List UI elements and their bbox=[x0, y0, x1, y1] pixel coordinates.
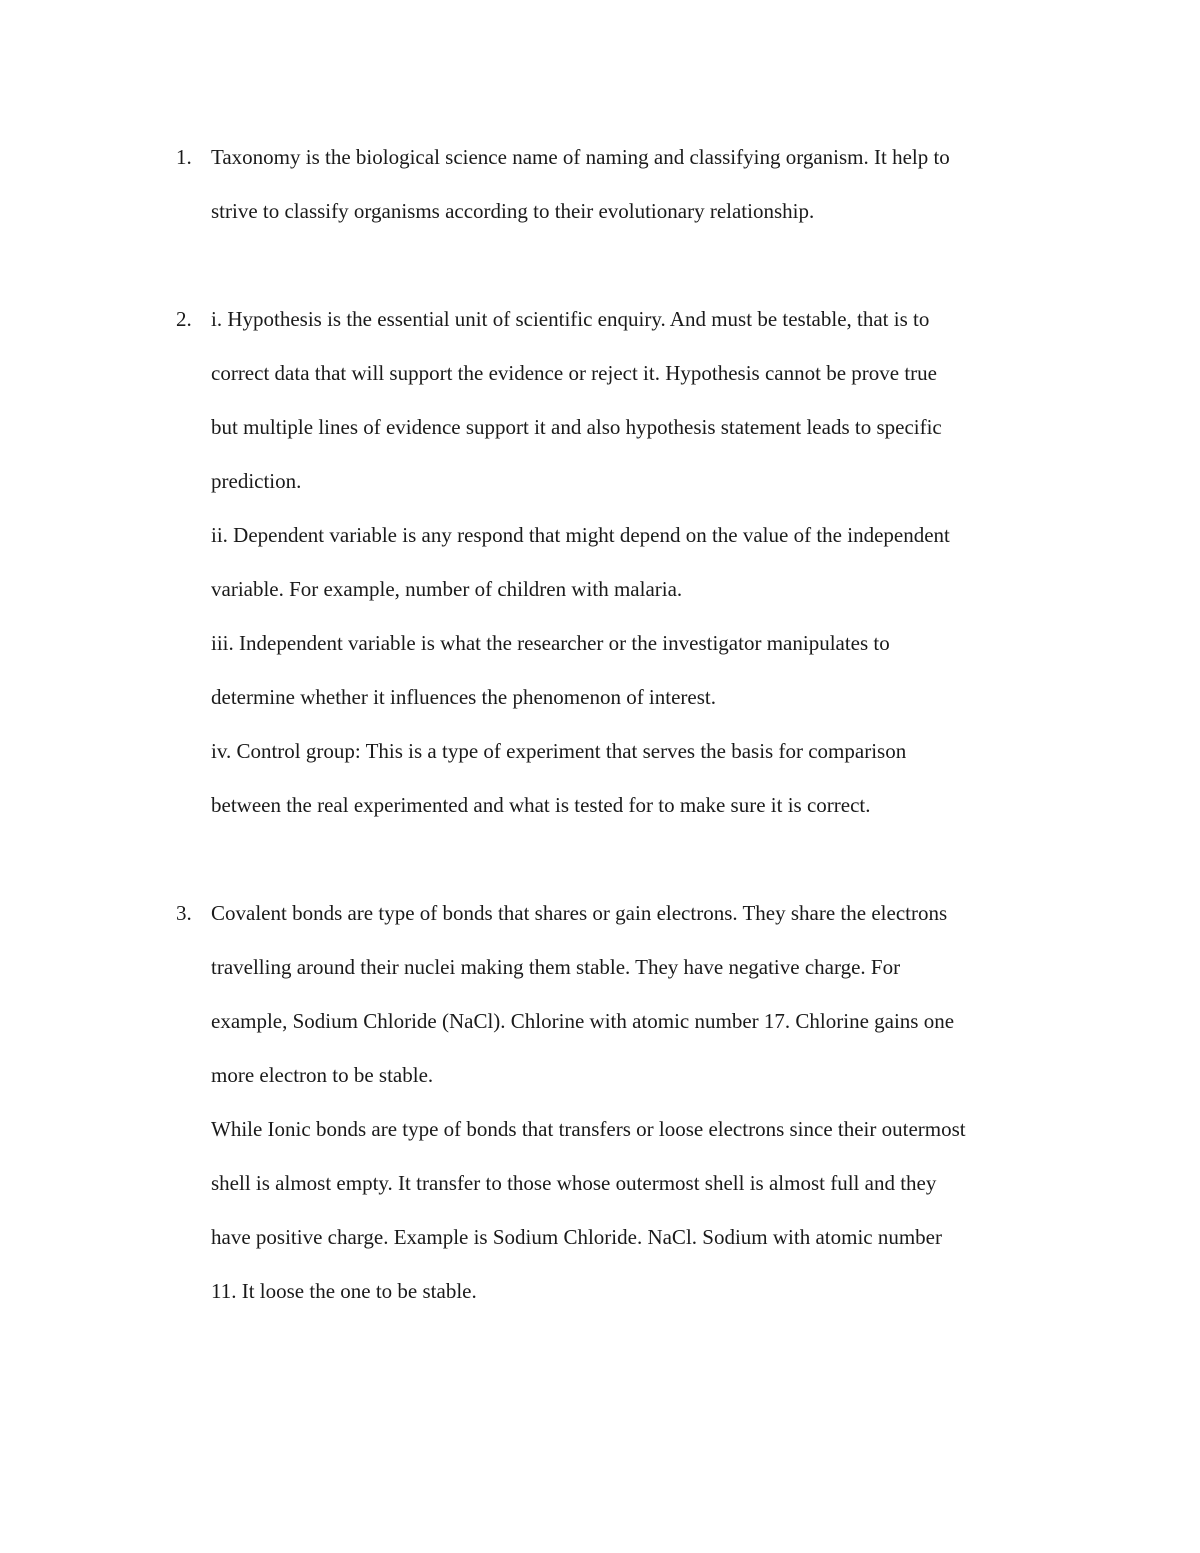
text-line: ii. Dependent variable is any respond that might depend on the value of the independent bbox=[211, 523, 950, 547]
text-line: strive to classify organisms according to their evolutionary relationship. bbox=[211, 199, 815, 223]
text-line: have positive charge. Example is Sodium Chloride. NaCl. Sodium with atomic number bbox=[211, 1225, 943, 1249]
text-line: While Ionic bonds are type of bonds that transfers or loose electrons since their outermost bbox=[211, 1117, 966, 1141]
list-number: 1. bbox=[176, 145, 192, 169]
text-line: more electron to be stable. bbox=[211, 1063, 434, 1087]
text-line: 11. It loose the one to be stable. bbox=[211, 1279, 477, 1303]
text-line: i. Hypothesis is the essential unit of scientific enquiry. And must be testable, that is to bbox=[211, 307, 930, 331]
text-line: correct data that will support the evidence or reject it. Hypothesis cannot be prove true bbox=[211, 361, 937, 385]
text-line: between the real experimented and what is tested for to make sure it is correct. bbox=[211, 793, 871, 817]
list-number: 3. bbox=[176, 901, 192, 925]
text-line: shell is almost empty. It transfer to those whose outermost shell is almost full and they bbox=[211, 1171, 937, 1195]
text-line: but multiple lines of evidence support it and also hypothesis statement leads to specific bbox=[211, 415, 942, 439]
text-line: prediction. bbox=[211, 469, 302, 493]
text-line: iv. Control group: This is a type of experiment that serves the basis for comparison bbox=[211, 739, 907, 763]
text-line: determine whether it influences the phenomenon of interest. bbox=[211, 685, 716, 709]
text-line: travelling around their nuclei making them stable. They have negative charge. For bbox=[211, 955, 901, 979]
text-line: example, Sodium Chloride (NaCl). Chlorine with atomic number 17. Chlorine gains one bbox=[211, 1009, 955, 1033]
text-line: iii. Independent variable is what the researcher or the investigator manipulates to bbox=[211, 631, 890, 655]
list-number: 2. bbox=[176, 307, 192, 331]
text-line: Covalent bonds are type of bonds that shares or gain electrons. They share the electrons bbox=[211, 901, 948, 925]
text-line: Taxonomy is the biological science name of naming and classifying organism. It help to bbox=[211, 145, 950, 169]
text-line: variable. For example, number of children with malaria. bbox=[211, 577, 683, 601]
